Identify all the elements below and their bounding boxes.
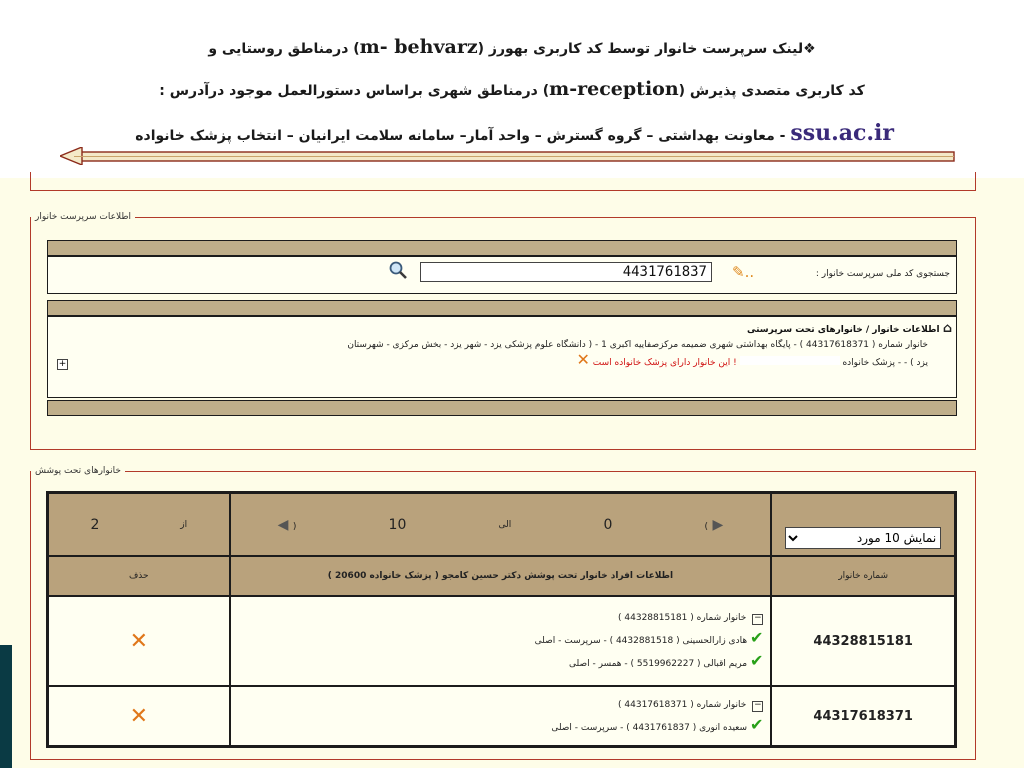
pager-total-cell [48, 493, 230, 556]
family-header: خانوار شماره ( 44328815181 ) [618, 613, 747, 623]
member-line [232, 628, 764, 648]
left-edge-strip [0, 645, 12, 768]
family-info-box [47, 316, 957, 398]
previous-section-frame [30, 172, 976, 191]
family-number: 44317618371 [771, 686, 955, 746]
search-icon[interactable] [388, 260, 408, 280]
app-content [0, 178, 1024, 768]
member-line [232, 714, 764, 735]
caption-line-2-suffix: ) درمناطق شهری براساس دستورالعمل موجود درآدرس : [159, 83, 550, 99]
physician-name-redacted [740, 356, 840, 365]
remove-x-icon[interactable]: ✕ [576, 350, 590, 369]
to-label: الی [498, 519, 512, 530]
collapse-minus-icon[interactable]: − [754, 699, 762, 710]
member-line [232, 651, 764, 671]
family-header-line [232, 698, 764, 712]
col-family-no: شماره خانوار [771, 556, 955, 596]
family-header: خانوار شماره ( 44317618371 ) [618, 699, 747, 710]
table-row [48, 596, 955, 686]
page-size-select[interactable] [785, 527, 941, 549]
family-info-line-2 [368, 350, 928, 370]
caption-line-3-rest: - معاونت بهداشتی – گروه گسترش – واحد آمار– سامانه سلامت ایرانیان – انتخاب پزشک خانواده [135, 128, 786, 144]
next-page-icon[interactable]: ▶ [712, 516, 724, 533]
check-icon: ✔ [749, 651, 764, 670]
family-members-cell [230, 596, 772, 686]
family-members-cell [230, 686, 772, 746]
covered-families-section [30, 466, 976, 760]
expand-plus-icon[interactable]: + [58, 359, 67, 369]
member-name[interactable]: سعیده انوری ( 4431761837 ) - سرپرست - اصلی [551, 722, 748, 733]
family-number: 44328815181 [771, 596, 955, 686]
families-legend: خانوارهای تحت پوشش [35, 466, 121, 476]
page-size-cell [771, 493, 955, 556]
caption-line-2 [0, 78, 1024, 100]
caption-line-1-latin: m- behvarz [359, 36, 478, 58]
collapse-minus-icon[interactable]: − [754, 613, 762, 623]
col-info: اطلاعات افراد خانوار تحت پوشش دکتر حسین کامجو ( پزشک خانواده 20600 ) [230, 556, 772, 596]
family-info-header [747, 321, 952, 336]
pager-row [48, 493, 955, 556]
caption-line-1-suffix: ) درمناطق روستایی و [208, 41, 360, 57]
next-paren: ( [704, 521, 709, 532]
of-label: از [180, 519, 188, 530]
head-top-bar [47, 240, 957, 256]
caption-line-3 [94, 120, 894, 146]
range-from: 0 [603, 516, 613, 533]
delete-x-icon[interactable]: ✕ [48, 596, 230, 686]
slide-caption [0, 0, 1024, 178]
table-row [48, 686, 955, 746]
caption-line-2-prefix: کد کاربری متصدی پذیرش ( [678, 83, 865, 99]
member-name[interactable]: مریم اقبالی ( 5519962227 ) - همسر - اصلی [569, 659, 748, 669]
family-header-line [232, 611, 764, 625]
caption-site: ssu.ac.ir [790, 120, 894, 146]
pager-range-cell [230, 493, 772, 556]
head-of-household-section [30, 212, 976, 450]
home-icon: ⌂ [942, 321, 952, 336]
pager-next-group [705, 517, 724, 533]
check-icon: ✔ [749, 714, 764, 734]
range-to: 10 [388, 516, 407, 533]
families-table [46, 491, 957, 748]
pencil-icon[interactable]: ✎.. [732, 263, 755, 281]
prev-paren: ) [292, 521, 297, 532]
total-pages: 2 [90, 516, 100, 533]
family-physician-warning: ! این خانوار دارای پزشک خانواده است [592, 358, 737, 368]
col-delete: حذف [48, 556, 230, 596]
pager-prev-group [278, 517, 297, 533]
search-row [47, 256, 957, 294]
family-info-line-1: خانوار شماره ( 44317618371 ) - پایگاه بهداشتی شهری ضمیمه مرکزصفاییه اکبری 1 - ( دانشگاه علوم پزشکی یزد - شهر یزد - بخش مرکزی - شهرستان [347, 340, 928, 350]
member-name[interactable]: هادی زارالحسینی ( 4432881518 ) - سرپرست - اصلی [534, 636, 748, 646]
column-header-row [48, 556, 955, 596]
delete-x-icon[interactable]: ✕ [48, 686, 230, 746]
caption-line-1-prefix: ❖لینک سرپرست خانوار توسط کد کاربری بهورز ( [477, 41, 816, 57]
caption-line-2-latin: m-reception [549, 78, 679, 100]
arrow-left-icon [60, 147, 955, 165]
national-code-search-input[interactable] [420, 262, 712, 282]
check-icon: ✔ [749, 628, 764, 647]
info-top-bar [47, 300, 957, 316]
prev-page-icon[interactable]: ◀ [277, 516, 289, 533]
search-label: جستجوی کد ملی سرپرست خانوار : [815, 269, 950, 279]
info-bottom-bar [47, 400, 957, 416]
head-section-legend: اطلاعات سرپرست خانوار [35, 212, 132, 222]
family-info-title: اطلاعات خانوار / خانوارهای تحت سرپرستی [747, 325, 940, 335]
family-info-physician-label: یزد ) - - پزشک خانواده [842, 358, 928, 368]
caption-line-1 [0, 36, 1024, 58]
